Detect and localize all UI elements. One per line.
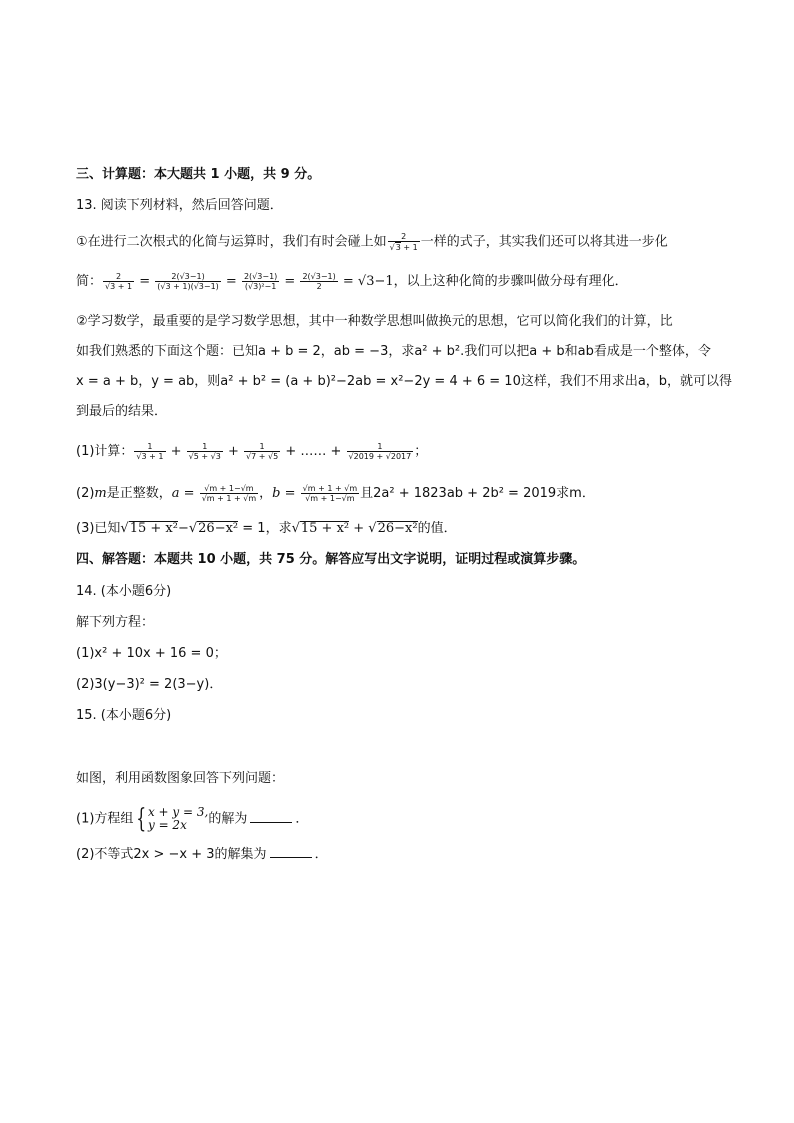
q13-paragraph-2: 简： $\frac{2}{√3 + 1}$ = $\frac{2(√3-1)}{(√3 + 1)(√3-1)}$ = $\frac{2(√3-1)}{\text{(√3)²−1}}$ = $\frac{2(√3-1)}{2}$ = √3−1，以上这种化简的步骤叫做分母有理化． [76, 272, 628, 292]
q13-part-2: (2)m是正整数，a = $\frac{√m + 1-√m}{√m + 1 + √m}$ ，b = $\frac{√m + 1 + √m}{√m + 1-√m}$ 且2a² + 1823ab + 2b² = 2019求m． [76, 484, 595, 504]
q13-paragraph-4: 如我们熟悉的下面这个题：已知a + b = 2，ab = −3，求a² + b².我们可以把a + b和ab看成是一个整体，令 [76, 344, 711, 359]
q13-paragraph-1 [76, 232, 668, 252]
fraction-step-1: $\frac{2}{√3 + 1}$ [105, 272, 133, 292]
q13-part1-dots: + …… + [285, 444, 342, 460]
fraction-term-1: $\frac{1}{√3 + 1}$ [136, 442, 164, 462]
q13-part1-lead: (1)计算： [76, 444, 134, 460]
q13-p1-text-a: ①在进行二次根式的化简与运算时，我们有时会碰上如 [76, 234, 387, 250]
q15-part2-text: (2)不等式2x > −x + 3的解集为 [76, 847, 267, 862]
q14-equation-2: (2)3(y−3)² = 2(3−y)． [76, 677, 223, 692]
system-line-2: y = 2x [147, 818, 187, 832]
fraction-term-last: $\frac{1}{√2019 + √2017}$ [348, 442, 412, 462]
equation-system [148, 806, 208, 831]
answer-blank-1[interactable] [250, 811, 292, 823]
q14-intro: 解下列方程： [76, 615, 155, 630]
fraction-a-definition: $\frac{√m + 1-√m}{√m + 1 + √m}$ [201, 484, 257, 504]
q14-title: 14. (本小题6分) [76, 584, 172, 599]
fraction-2-over-sqrt3-plus-1: $\frac{2}{√3 + 1}$ [389, 232, 418, 253]
q13-part3-lead: (3)已知 [76, 521, 121, 536]
system-line-1: x + y = 3, [147, 805, 209, 820]
q13-p2-lead: 简： [76, 274, 103, 290]
fraction-step-4: $\frac{2(√3-1)}{2}$ [302, 272, 336, 292]
q15-part1-lead: (1)方程组 [76, 811, 134, 827]
q13-paragraph-6: 到最后的结果． [76, 404, 168, 419]
brace-icon: { [136, 804, 147, 834]
q15-title: 15. (本小题6分) [76, 708, 172, 723]
q15-part-1: (1)方程组 { x + y = 3, y = 2x 的解为 ． [76, 804, 309, 834]
q13-part3-mid: = 1，求 [242, 521, 292, 536]
q13-p1-text-b: 一样的式子，其实我们还可以将其进一步化 [420, 234, 668, 250]
q13-part2-mid: 是正整数， [106, 486, 172, 502]
section-3-heading: 三、计算题：本大题共 1 小题，共 9 分。 [76, 167, 321, 182]
fraction-term-2: $\frac{1}{√5 + √3}$ [188, 442, 221, 462]
q13-title: 13. 阅读下列材料，然后回答问题． [76, 198, 283, 213]
q13-part2-lead: (2) [76, 486, 95, 502]
q13-part2-tail: 且2a² + 1823ab + 2b² = 2019求m． [360, 486, 595, 502]
q13-part3-tail: 的值． [417, 521, 457, 536]
q15-part-2: (2)不等式2x > −x + 3的解集为 ． [76, 847, 328, 862]
q13-paragraph-3: ②学习数学，最重要的是学习数学思想，其中一种数学思想叫做换元的思想，它可以简化我们的计算，比 [76, 314, 673, 329]
q13-part-3: (3)已知√15 + x²−√26−x² = 1，求√15 + x² + √26−x²的值． [76, 521, 457, 536]
section-4-heading: 四、解答题：本题共 10 小题，共 75 分。解答应写出文字说明，证明过程或演算步骤。 [76, 552, 586, 567]
q14-equation-1: (1)x² + 10x + 16 = 0； [76, 646, 227, 661]
q13-p2-tail: 以上这种化简的步骤叫做分母有理化． [406, 274, 628, 290]
fraction-b-definition: $\frac{√m + 1 + √m}{√m + 1-√m}$ [302, 484, 358, 504]
fraction-step-2: $\frac{2(√3-1)}{(√3 + 1)(√3-1)}$ [157, 272, 219, 292]
answer-blank-2[interactable] [270, 846, 312, 858]
q15-part1-tail: 的解为 [208, 811, 248, 827]
q13-part-1: (1)计算： $\frac{1}{√3 + 1}$ + $\frac{1}{√5 + √3}$ + $\frac{1}{√7 + √5}$ + …… + $\frac{1}{√2019 + √2017}$ ； [76, 442, 428, 462]
q15-intro: 如图，利用函数图象回答下列问题： [76, 771, 285, 786]
fraction-step-3: $\frac{2(√3-1)}{\text{(√3)²−1}}$ [243, 272, 278, 292]
q13-paragraph-5: x = a + b，y = ab，则a² + b² = (a + b)²−2ab = x²−2y = 4 + 6 = 10这样，我们不用求出a，b，就可以得 [76, 374, 733, 389]
fraction-term-3: $\frac{1}{√7 + √5}$ [246, 442, 279, 462]
